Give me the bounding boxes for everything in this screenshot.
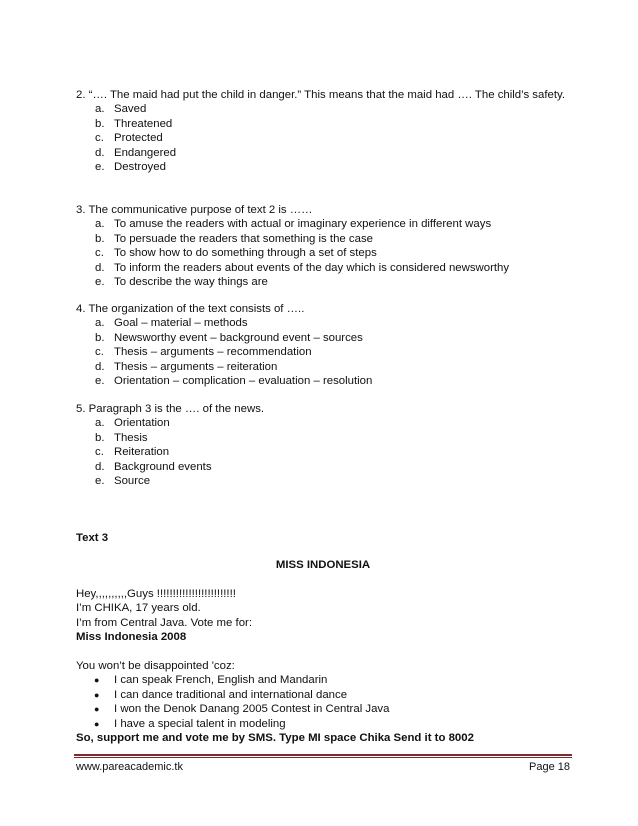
reasons-intro: You won’t be disappointed 'coz: bbox=[76, 660, 235, 672]
question-2 bbox=[76, 88, 570, 174]
option-item: e. To describe the way things are bbox=[95, 276, 268, 289]
option-item: d. Thesis – arguments – reiteration bbox=[95, 360, 278, 373]
option-item: a. To amuse the readers with actual or imaginary experience in different ways bbox=[95, 218, 492, 231]
option-item: c. Reiteration bbox=[95, 446, 170, 459]
question-stem: 3. The communicative purpose of text 2 is …… bbox=[76, 204, 313, 216]
footer-divider bbox=[74, 754, 572, 756]
option-item: e. Source bbox=[95, 475, 151, 488]
text3-body bbox=[76, 587, 570, 645]
option-item: b. Threatened bbox=[95, 117, 173, 130]
question-3 bbox=[76, 203, 570, 289]
option-item: b. To persuade the readers that something is the case bbox=[95, 232, 373, 245]
bullet-item: ● I have a special talent in modeling bbox=[76, 717, 570, 731]
option-item: d. Endangered bbox=[95, 146, 177, 159]
option-item: d. Background events bbox=[95, 460, 212, 473]
footer-website: www.pareacademic.tk bbox=[76, 761, 183, 773]
option-item: a. Goal – material – methods bbox=[95, 317, 248, 330]
vote-for-title: Miss Indonesia 2008 bbox=[76, 631, 187, 644]
text3-title: MISS INDONESIA bbox=[275, 559, 371, 571]
option-list bbox=[76, 416, 570, 488]
closing-line: So, support me and vote me by SMS. Type MI space Chika Send it to 8002 bbox=[76, 732, 474, 745]
text-line: I’m from Central Java. Vote me for: bbox=[76, 616, 252, 629]
footer-page-number: Page 18 bbox=[529, 761, 570, 773]
bullet-list bbox=[76, 673, 570, 731]
option-item: d. To inform the readers about events of the day which is considered newsworthy bbox=[95, 261, 510, 274]
bullet-item: ● I can dance traditional and international dance bbox=[76, 688, 570, 702]
option-list bbox=[76, 217, 570, 289]
option-item: a. Saved bbox=[95, 103, 147, 116]
option-item: e. Orientation – complication – evaluation – resolution bbox=[95, 375, 373, 388]
question-stem: 4. The organization of the text consists of ….. bbox=[76, 303, 305, 315]
option-item: c. Protected bbox=[95, 132, 163, 145]
option-item: b. Newsworthy event – background event – sources bbox=[95, 331, 363, 344]
text-line: Hey,,,,,,,,,,Guys !!!!!!!!!!!!!!!!!!!!!!!!! bbox=[76, 588, 236, 600]
option-item: e. Destroyed bbox=[95, 161, 166, 174]
bullet-item: ● I can speak French, English and Mandarin bbox=[76, 673, 570, 687]
option-item: a. Orientation bbox=[95, 417, 170, 430]
option-list bbox=[76, 316, 570, 388]
question-stem: 5. Paragraph 3 is the …. of the news. bbox=[76, 403, 265, 415]
footer-divider bbox=[74, 757, 572, 758]
option-item: b. Thesis bbox=[95, 431, 148, 444]
question-5 bbox=[76, 402, 570, 488]
text3-reasons bbox=[76, 659, 570, 745]
bullet-icon: ● bbox=[94, 689, 100, 700]
bullet-icon: ● bbox=[94, 704, 100, 715]
text3-heading: Text 3 bbox=[76, 532, 109, 544]
question-4 bbox=[76, 302, 570, 388]
option-item: c. Thesis – arguments – recommendation bbox=[95, 346, 312, 359]
question-stem: 2. “…. The maid had put the child in danger.” This means that the maid had …. The child’s safety. bbox=[76, 89, 566, 101]
option-item: c. To show how to do something through a set of steps bbox=[95, 247, 377, 260]
bullet-item: ● I won the Denok Danang 2005 Contest in Central Java bbox=[76, 702, 570, 716]
bullet-icon: ● bbox=[94, 675, 100, 686]
text-line: I’m CHIKA, 17 years old. bbox=[76, 602, 201, 615]
option-list bbox=[76, 102, 570, 174]
bullet-icon: ● bbox=[94, 718, 100, 729]
